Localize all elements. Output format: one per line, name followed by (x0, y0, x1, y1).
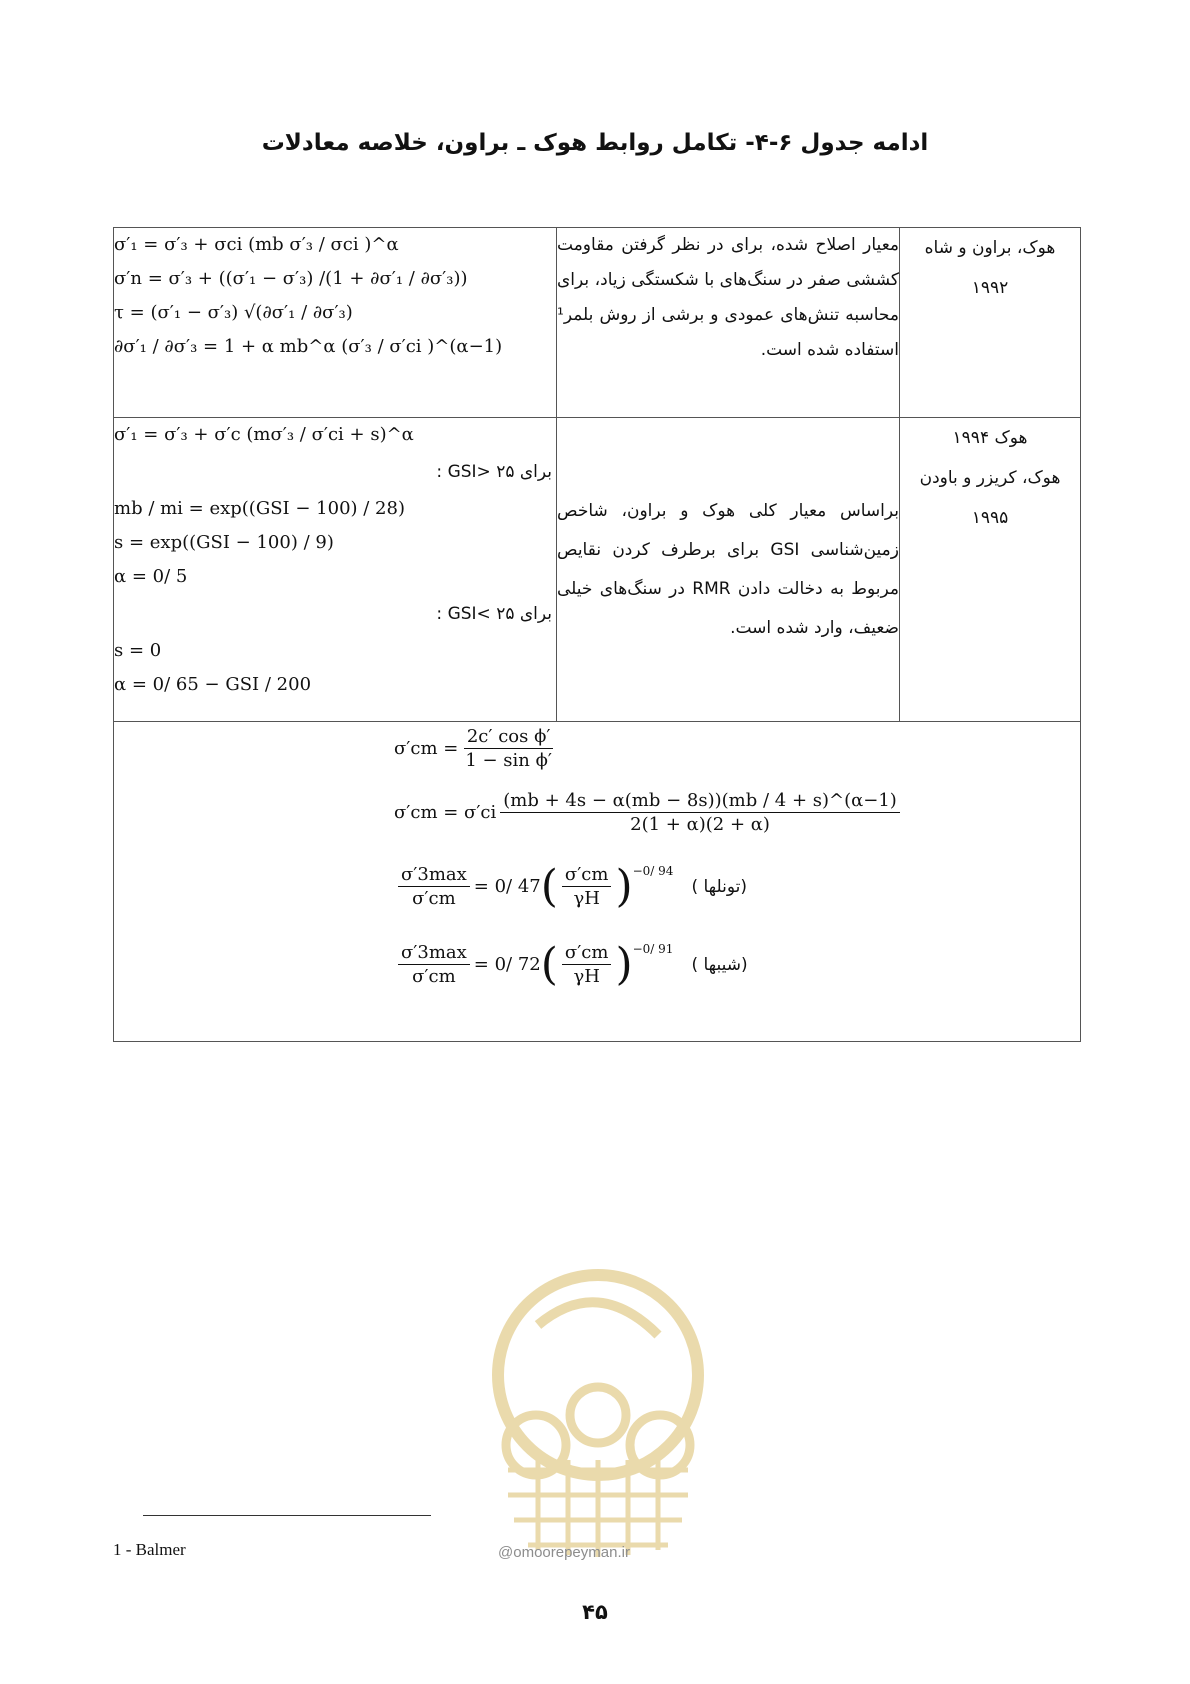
author-line: ۱۹۹۵ (971, 508, 1009, 528)
equation: s = 0 (114, 640, 162, 661)
left-paren: ( (540, 860, 558, 912)
equation: ∂σ′₁ / ∂σ′₃ = 1 + α mb^α (σ′₃ / σ′ci )^(α−1) (114, 336, 503, 357)
denominator: γH (573, 966, 600, 987)
left-paren: ( (540, 938, 558, 990)
author-cell (900, 418, 1081, 722)
author-line: ۱۹۹۲ (971, 278, 1009, 298)
condition-label: (شیبها ) (691, 954, 748, 975)
table-row (114, 722, 1081, 1042)
numerator: σ′3max (398, 864, 470, 887)
watermark-url: @omoorepeyman.ir (498, 1544, 630, 1561)
exponent: −0/ 94 (632, 864, 674, 878)
fraction (562, 942, 612, 987)
right-paren: ) (615, 938, 633, 990)
summary-equations-cell (114, 722, 1081, 1042)
author-line: هوک، کریزر و باودن (919, 468, 1061, 488)
equation: τ = (σ′₁ − σ′₃) √(∂σ′₁ / ∂σ′₃) (114, 302, 353, 323)
equation: σ′₁ = σ′₃ + σ′c (mσ′₃ / σ′ci + s)^α (114, 424, 414, 445)
numerator: σ′3max (398, 942, 470, 965)
numerator: 2c′ cos ϕ′ (464, 726, 554, 749)
numerator: (mb + 4s − α(mb − 8s))(mb / 4 + s)^(α−1) (500, 790, 900, 813)
fraction (562, 864, 612, 909)
equation: σ′₁ = σ′₃ + σci (mb σ′₃ / σci )^α (114, 234, 399, 255)
condition-label: برای GSI> ۲۵ : (436, 462, 552, 482)
equation: α = 0/ 5 (114, 566, 188, 587)
equation: σ′n = σ′₃ + ((σ′₁ − σ′₃) /(1 + ∂σ′₁ / ∂σ′₃)) (114, 268, 468, 289)
coefficient: = 0/ 72 (473, 954, 541, 975)
equation-lhs: σ′cm = σ′ci (394, 802, 497, 823)
equation-rockmass-strength (394, 790, 904, 835)
condition-label: (تونلها ) (691, 876, 747, 897)
equation: mb / mi = exp((GSI − 100) / 28) (114, 498, 405, 519)
exponent: −0/ 91 (632, 942, 674, 956)
table-row (114, 418, 1081, 722)
equation-tunnels (394, 860, 747, 912)
fraction (462, 726, 555, 771)
denominator: σ′cm (412, 888, 456, 909)
fraction (398, 864, 470, 909)
author-line: هوک، براون و شاه (924, 238, 1056, 258)
denominator: 2(1 + α)(2 + α) (630, 814, 770, 835)
author-cell (900, 228, 1081, 418)
equation-slopes (394, 938, 748, 990)
equations-cell (114, 228, 557, 418)
table-row (114, 228, 1081, 418)
page-title: ادامه جدول ۶-۴- تکامل روابط هوک ـ براون، خلاصه معادلات (261, 130, 929, 156)
coefficient: = 0/ 47 (473, 876, 541, 897)
watermark-logo (478, 1255, 718, 1575)
right-paren: ) (615, 860, 633, 912)
numerator: σ′cm (562, 864, 612, 887)
description-cell: براساس معیار کلی هوک و براون، شاخص زمین‌شناسی GSI برای برطرف کردن نقایص مربوط به دخالت دادن RMR در سنگ‌های خیلی ضعیف، وارد شده است. (557, 418, 900, 722)
condition-label: برای GSI< ۲۵ : (436, 604, 552, 624)
description-cell: معیار اصلاح شده، برای در نظر گرفتن مقاومت کششی صفر در سنگ‌های با شکستگی زیاد، برای محاسبه تنش‌های عمودی و برشی از روش بلمر¹ استفاده شده است. (557, 228, 900, 418)
fraction (500, 790, 900, 835)
footnote-divider (143, 1515, 431, 1516)
equations-table (113, 227, 1081, 1042)
footnote: 1 - Balmer (113, 1540, 186, 1559)
page-number: ۴۵ (582, 1600, 608, 1624)
denominator: σ′cm (412, 966, 456, 987)
denominator: γH (573, 888, 600, 909)
equation: α = 0/ 65 − GSI / 200 (114, 674, 312, 695)
denominator: 1 − sin ϕ′ (465, 750, 552, 771)
numerator: σ′cm (562, 942, 612, 965)
equation-cohesion (394, 726, 559, 771)
equation-lhs: σ′cm = (394, 738, 459, 759)
author-line: هوک ۱۹۹۴ (952, 428, 1028, 448)
equation: s = exp((GSI − 100) / 9) (114, 532, 334, 553)
fraction (398, 942, 470, 987)
equations-cell (114, 418, 557, 722)
